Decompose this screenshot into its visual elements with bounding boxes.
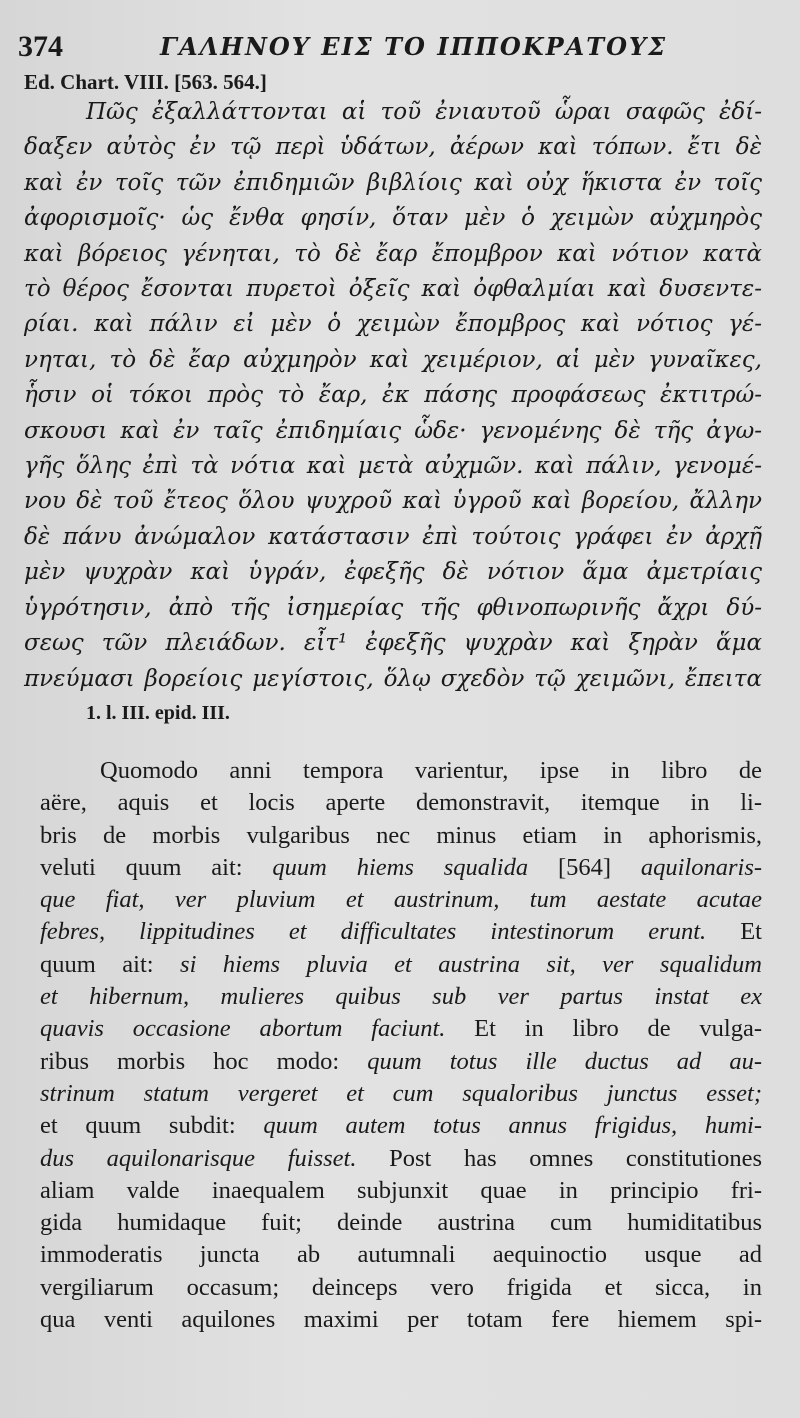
page-number: 374	[18, 30, 63, 63]
latin-text-line	[40, 981, 762, 1013]
latin-text-line	[40, 949, 762, 981]
latin-quotation-segment: strinum statum vergeret et cum squaloribus junctus esset;	[40, 1079, 762, 1107]
footnote: 1. l. III. epid. III.	[86, 702, 230, 724]
latin-text-line	[40, 1175, 762, 1207]
greek-text-line: ἀφορισμοῖς· ὡς ἔνθα φησίν, ὅταν μὲν ὁ χειμὼν αὐχμηρὸς	[24, 205, 762, 232]
latin-text-line	[40, 1078, 762, 1110]
latin-text-line	[40, 1110, 762, 1142]
greek-text-line: δὲ πάνυ ἀνώμαλον κατάστασιν ἐπὶ τούτοις γράφει ἐν ἀρχῇ	[24, 523, 762, 550]
latin-text-line	[40, 820, 762, 852]
latin-quotation-segment: que fiat, ver pluvium et austrinum, tum aestate acutae	[40, 886, 762, 914]
greek-text-line: γῆς ὅλης ἐπὶ τὰ νότια καὶ μετὰ αὐχμῶν. καὶ πάλιν, γενομέ-	[24, 453, 762, 480]
latin-text-line	[40, 1304, 762, 1336]
latin-text-segment: bris de morbis vulgaribus nec minus etiam in aphorismis,	[40, 821, 762, 849]
greek-text-line: σκουσι καὶ ἐν ταῖς ἐπιδημίαις ὧδε· γενομένης δὲ τῆς ἀγω-	[24, 417, 762, 444]
latin-quotation-segment: quum hiems squalida	[272, 853, 529, 881]
latin-quotation-segment: dus aquilonarisque fuisset.	[40, 1144, 357, 1172]
edition-reference: Ed. Chart. VIII. [563. 564.]	[24, 70, 267, 94]
latin-text-line	[40, 852, 762, 884]
latin-text-segment: veluti quum ait:	[40, 853, 273, 881]
latin-quotation-segment: et hibernum, mulieres quibus sub ver partus instat ex	[40, 983, 762, 1011]
latin-text-segment: vergiliarum occasum; deinceps vero frigida et sicca, in	[40, 1273, 762, 1301]
latin-text-line	[40, 1143, 762, 1175]
latin-text-line	[40, 755, 762, 787]
latin-text-segment: Quomodo anni tempora varientur, ipse in libro de	[100, 757, 762, 784]
latin-text-line	[40, 1239, 762, 1271]
latin-text-line	[40, 916, 762, 948]
greek-text-line: σεως τῶν πλειάδων. εἶτ¹ ἐφεξῆς ψυχρὰν καὶ ξηρὰν ἅμα	[24, 630, 762, 657]
latin-text-segment: Et in libro de vulga-	[445, 1015, 762, 1043]
latin-text-segment: quum ait:	[40, 950, 181, 978]
latin-text-line	[40, 884, 762, 916]
greek-text-line: Πῶς ἐξαλλάττονται αἱ τοῦ ἐνιαυτοῦ ὧραι σαφῶς ἐδί-	[86, 99, 762, 125]
greek-text-line: τὸ θέρος ἔσονται πυρετοὶ ὀξεῖς καὶ ὀφθαλμίαι καὶ δυσεντε-	[24, 276, 762, 303]
latin-text-segment: et quum subdit:	[40, 1112, 264, 1140]
page-header	[18, 30, 778, 70]
latin-text-segment: Post has omnes constitutiones	[356, 1144, 763, 1172]
latin-text-segment: gida humidaque fuit; deinde austrina cum humiditatibus	[40, 1209, 762, 1237]
greek-text-line: νηται, τὸ δὲ ἔαρ αὐχμηρὸν καὶ χειμέριον, αἱ μὲν γυναῖκες,	[24, 346, 762, 373]
greek-text-line: πνεύμασι βορείοις μεγίστοις, ὅλῳ σχεδὸν τῷ χειμῶνι, ἔπειτα	[24, 665, 762, 692]
latin-text-segment: ribus morbis hoc modo:	[40, 1047, 368, 1075]
latin-text-segment: immoderatis juncta ab autumnali aequinoctio usque ad	[40, 1241, 762, 1269]
latin-quotation-segment: aquilonaris-	[640, 853, 763, 881]
greek-text-line: ἧσιν οἱ τόκοι πρὸς τὸ ἔαρ, ἐκ πάσης προφάσεως ἐκτιτρώ-	[24, 382, 762, 409]
latin-quotation-segment: quavis occasione abortum faciunt.	[40, 1015, 446, 1043]
greek-text-line: καὶ βόρειος γένηται, τὸ δὲ ἔαρ ἔπομβρον καὶ νότιον κατὰ	[24, 240, 762, 267]
latin-text-block	[40, 755, 762, 1336]
latin-quotation-segment: si hiems pluvia et austrina sit, ver squalidum	[180, 950, 763, 978]
greek-text-line: ὑγρότησιν, ἀπὸ τῆς ἰσημερίας τῆς φθινοπωρινῆς ἄχρι δύ-	[24, 594, 762, 621]
greek-text-line: ρίαι. καὶ πάλιν εἰ μὲν ὁ χειμὼν ἔπομβρος καὶ νότιος γέ-	[24, 311, 762, 338]
latin-text-line	[40, 1046, 762, 1078]
latin-quotation-segment: quum totus ille ductus ad au-	[367, 1047, 763, 1075]
greek-text-line: μὲν ψυχρὰν καὶ ὑγράν, ἐφεξῆς δὲ νότιον ἅμα ἀμετρίαις	[24, 559, 762, 586]
latin-text-line	[40, 1013, 762, 1045]
greek-text-line: δαξεν αὐτὸς ἐν τῷ περὶ ὑδάτων, ἀέρων καὶ τόπων. ἔτι δὲ	[24, 134, 762, 161]
latin-text-line	[40, 1272, 762, 1304]
greek-text-block	[24, 95, 762, 697]
greek-text-line: καὶ ἐν τοῖς τῶν ἐπιδημιῶν βιβλίοις καὶ οὐχ ἥκιστα ἐν τοῖς	[24, 169, 762, 196]
latin-text-line	[40, 787, 762, 819]
latin-quotation-segment: febres, lippitudines et difficultates intestinorum erunt.	[40, 918, 707, 946]
latin-text-line	[40, 1207, 762, 1239]
greek-text-line: νου δὲ τοῦ ἔτεος ὅλου ψυχροῦ καὶ ὑγροῦ καὶ βορείου, ἄλλην	[24, 488, 762, 515]
latin-text-segment: aëre, aquis et locis aperte demonstravit, itemque in li-	[40, 789, 762, 817]
latin-text-segment: qua venti aquilones maximi per totam fere hiemem spi-	[40, 1306, 762, 1334]
latin-text-segment: aliam valde inaequalem subjunxit quae in principio fri-	[40, 1176, 762, 1204]
latin-quotation-segment: quum autem totus annus frigidus, humi-	[263, 1112, 762, 1140]
latin-text-segment: Et	[706, 918, 762, 946]
latin-text-segment: [564]	[528, 853, 641, 881]
running-title: ΓΑΛΗΝΟΥ ΕΙΣ ΤΟ ΙΠΠΟΚΡΑΤΟΥΣ	[160, 32, 668, 61]
